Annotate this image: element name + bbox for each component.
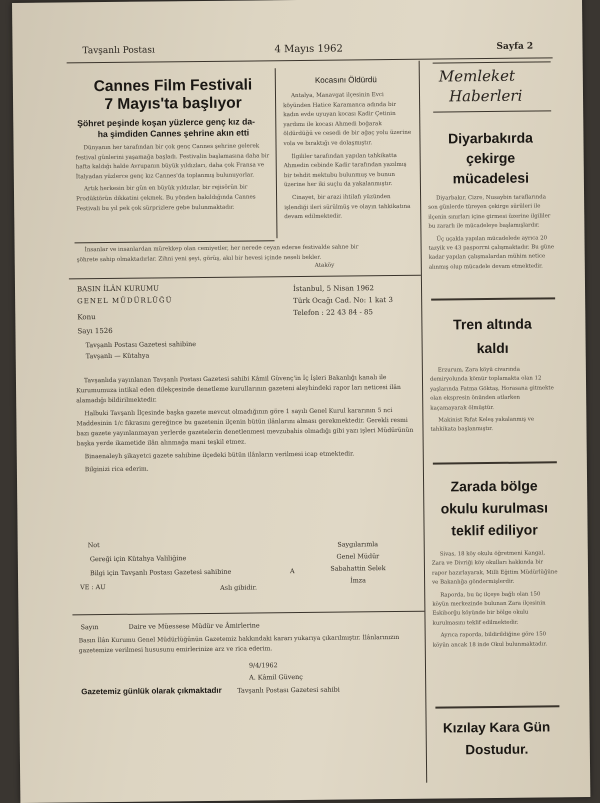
masthead-title: Tavşanlı Postası [82, 45, 155, 57]
kocasini-body [283, 91, 412, 226]
zara-paragraph: Sivas, 18 köy okulu öğretmeni Kangal, Zara ve Divriği köy okulları hakkında bir rapor hazırlayarak, Milli Eğitim Müdürlüğüne ve Bakanlığa göndermişlerdir. [431, 550, 558, 586]
diyar-headline-3: mücadelesi [452, 169, 530, 187]
zara-headline-2: okulu kurulması [440, 499, 549, 517]
page-number: Sayfa 2 [496, 41, 534, 52]
diyar-paragraph: Diyarbakır, Cizre, Nusaybin taraflarında son günlerde türeyen çekirge sürüleri ile ilçenin sınırları içine girmesi üzerine ilgililer bu zararlı ile mücadeleye başlamışlardır. [428, 194, 551, 230]
notice-addressee-2: Tavşanlı — Kütahya [85, 351, 150, 361]
cannes-paragraph: İnsanlar ve insanlardan mürekkep olan cemiyetler, her nerede ceyan ederse festivalde sahne bir şöhrete sahip olmaktadırlar. Zihni yeni şeyi, görüş, akıl bir hevesi içinde neseli bekler. [76, 244, 359, 263]
notice-sig-3: Sabahattin Selek [330, 564, 386, 573]
notice-sig-4: İmza [350, 576, 366, 585]
cannes-paragraph: Dünyanın her tarafından bir çok genç Cannes şehrine gelerek festival günlerini yaşamağa başladı. Festivalin başlamasına daha bir hafta kaldığı halde Avrupanın büyük yıldızları, daha çok Fransa ve İtalyadan yüzlerce genç kız Cannes'da toplanmış bulunuyorlar. [75, 143, 270, 181]
diyar-paragraph: Üç uçakla yapılan mücadelede ayrıca 20 tazyik ve 43 pasporrni çalışmaktadır. Bu güne kadar yapılan çalışmalardan mühim netice alınmış olup mücadele devam etmektedir. [428, 235, 555, 271]
notice-place-date: İstanbul, 5 Nisan 1962 [292, 284, 374, 294]
notice-sig-1: Saygılarımla [337, 540, 379, 549]
tren-body [430, 365, 557, 438]
sidebar-rule-3 [435, 705, 559, 708]
closing-owner: Tavşanlı Postası Gazetesi sahibi [237, 685, 340, 695]
masthead-date: 4 Mayıs 1962 [274, 43, 343, 56]
cannes-headline-2: 7 Mayıs'ta başlıyor [104, 94, 242, 114]
tren-headline-1: Tren altında [453, 315, 532, 333]
notice-konu: Konu [77, 313, 96, 322]
diyar-headline-1: Diyarbakırda [447, 129, 533, 147]
memleket-title-1: Memleket [438, 66, 516, 86]
newspaper-page [12, 0, 590, 803]
tren-paragraph: Erzurum, Zara köyü civarında demiryolunda kömür toplamakta olan 12 yaşlarında Fatma Göktaş, Horasana gitmekte olan ekspresin önünden atlarken kaçamayarak ölmüştür. [429, 366, 554, 412]
diyar-body [428, 193, 555, 276]
section-rule-1 [69, 275, 421, 280]
closing-name: A. Kâmil Güvenç [249, 672, 303, 682]
zara-paragraph: Raporda, bu üç ilçeye bağlı olan 150 köyün merkezinde bulunan Zara ilçesinin Eskiborğu köyünde bir bölge okulu kurulmasını teklif edilmektedir. [432, 591, 546, 627]
kocasini-paragraph: Cinayet, bir arazi ihtilafı yüzünden işlendiği ileri sürülmüş ve olayın tahkikatına devam edilmektedir. [284, 193, 411, 221]
kizilay-headline-1: Kızılay Kara Gün [442, 719, 551, 736]
notice-phone: Telefon : 22 43 84 - 85 [293, 308, 373, 318]
cannes-subhead-2: ha şimdiden Cannes şehrine akın etti [97, 127, 250, 140]
notice-gereg-1: Gereği için Kütahya Valiliğine [89, 554, 187, 564]
closing-sayin: Sayın [80, 623, 99, 632]
notice-letter-a: A [289, 567, 295, 576]
notice-gereg-2: Bilgi için Tavşanlı Postası Gazetesi sahibine [89, 567, 232, 578]
cannes-headline-1: Cannes Film Festivali [93, 76, 253, 96]
column-rule-top [275, 68, 278, 238]
closing-sayin-text: Daire ve Müessese Müdür ve Âmirlerine [128, 621, 260, 631]
notice-gereg-3: VE : AU [80, 583, 106, 592]
notice-paragraph: Bilginizi rica ederim. [84, 465, 149, 474]
cannes-rule [75, 240, 275, 243]
notice-addressee-1: Tavşanlı Postası Gazetesi sahibine [85, 340, 197, 350]
kizilay-headline-2: Dostudur. [465, 741, 529, 758]
section-rule-2 [72, 611, 424, 616]
notice-org-2: GENEL MÜDÜRLÜĞÜ [77, 296, 173, 306]
cannes-subhead-1: Şöhret peşinde koşan yüzlerce genç kız da- [77, 116, 255, 129]
closing-date: 9/4/1962 [248, 661, 278, 670]
notice-asli: Aslı gibidir. [220, 583, 258, 592]
zara-headline-3: teklif ediliyor [451, 521, 538, 539]
sidebar-rule-1 [431, 297, 555, 300]
sidebar-rule-2 [433, 461, 557, 464]
memleket-banner [433, 61, 552, 112]
zara-body [432, 549, 559, 653]
zara-paragraph: Ayrıca raporda, bildirildiğine göre 150 köyün ancak 18 inde Okul bulunmaktadır. [432, 631, 548, 649]
zara-headline-1: Zarada bölge [450, 477, 538, 495]
memleket-title-2: Haberleri [448, 86, 523, 106]
tren-paragraph: Makinist Rıfat Keleş yakalanmış ve tahkikata başlanmıştır. [430, 416, 535, 434]
kocasini-paragraph: Antalya, Manavgat ilçesinin Evci köyünden Hatice Karamanca adında bir kadın evde uyuyan kocası Kadir Çetinin yardımı ile kocası Ahmedi boğarak öldürdüğü ve cesedi de bir ağaç yolu üzerine vola ve bıraktığı ve dolaşmıştır. [283, 92, 412, 148]
kocasini-paragraph: İlgililer tarafından yapılan tahkikatta Ahmedin cebinde Kadir tarafından yazılmış bir tehdit mektubu bulunmuş ve bunun üzerine her iki suçlu da yakalanmıştır. [283, 152, 407, 189]
diyar-headline-2: çekirge [466, 149, 516, 167]
kocasini-title: Kocasını Öldürdü [314, 75, 377, 85]
notice-org-1: BASIN İLÂN KURUMU [76, 284, 160, 294]
closing-daily: Gazetemiz günlük olarak çıkmaktadır [81, 685, 222, 697]
notice-sig-2: Genel Müdür [336, 552, 380, 561]
notice-paragraph: Halbuki Tavşanlı İlçesinde başka gazete mevcut olmadığının göre 1 sayılı Genel Kurul kararının 5 nci Maddesinin 1/c fıkrasını gereğince bu gazetenin ilçenin bütün ilânlarını alması gerekmektedir. Gerekli resmi bazı gazete yayınlanmayan yerlerde gazetelerin denetlenmesi mevzubahis olmadığı gibi yazı işleri Müdürünün başka yerde ikametide ilân alınmağa mani teşkil etmez. [76, 407, 414, 448]
notice-address: Türk Ocağı Cad. No: 1 kat 3 [293, 296, 393, 306]
cannes-paragraph: Artık herkesin bir gün en büyük yıldızlar, bir rejisörün bir Prodüktörün dikkatini çekmek. Bu yönden bakıldığında Cannes Festivali bu yıl pek çok sürprizlere gebe bulunmaktadır. [76, 184, 256, 212]
tren-headline-2: kaldı [476, 339, 509, 357]
notice-paragraph: Tavşanlıda yayınlanan Tavşanlı Postası Gazetesi sahibi Kâmil Güvenç'in İç İşleri Bakanlığı kanalı ile Kurumumuza intikal eden dilekçesinde denetleme kurullarının gazeteni aleyhindeki rapor ları neticesi ilân alamadığı bildirilmektedir. [76, 374, 401, 405]
notice-sayi: Sayı 1526 [77, 326, 113, 336]
notice-body [76, 373, 419, 479]
notice-paragraph: Binaenaleyh şikayetci gazete sahibine ilçedeki bütün ilânların verilmesi icap etmektedir. [84, 450, 355, 461]
cannes-body [75, 142, 272, 217]
notice-not: Not [87, 541, 100, 550]
closing-body: Basın İlân Kurumu Genel Müdürlüğünün Gazetemiz hakkındaki kararı yukarıya çıkarılmıştır. İlânlarınızın gazetemize verilmesi hususunu emirlerinize arz ve rica ederim. [78, 633, 400, 655]
cannes-signature: Ataköy [314, 262, 335, 269]
